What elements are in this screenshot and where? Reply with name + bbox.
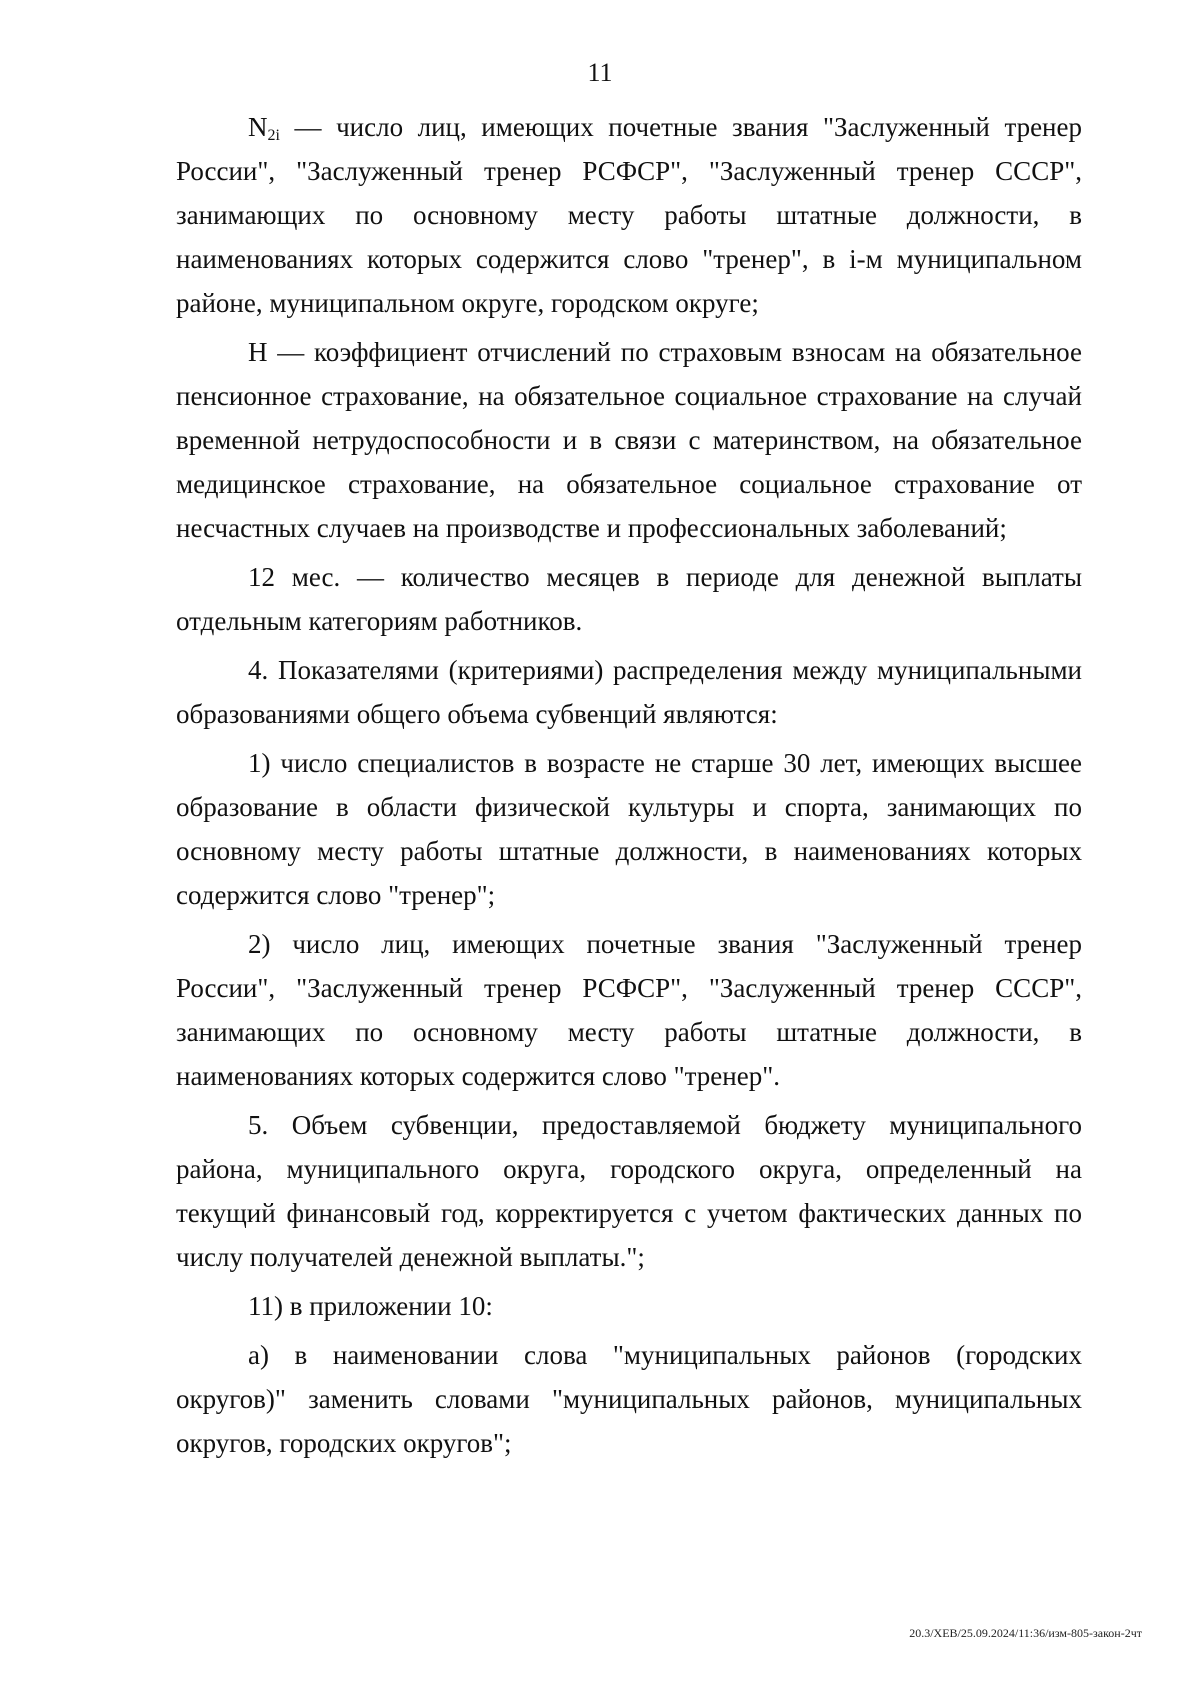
paragraph-n2i-definition <box>176 105 1082 325</box>
formula-symbol: N <box>248 112 268 142</box>
paragraph-h-definition: Н — коэффициент отчислений по страховым взносам на обязательное пенсионное страхование, на обязательное социальное страхование на случай временной нетрудоспособности и в связи с материнством, на обязательное медицинское страхование, на обязательное социальное страхование от несчастных случаев на производстве и профессиональных заболеваний; <box>176 337 1082 543</box>
paragraph-item-5: 5. Объем субвенции, предоставляемой бюджету муниципального района, муниципального округа, городского округа, определенный на текущий финансовый год, корректируется с учетом фактических данных по числу получателей денежной выплаты."; <box>176 1110 1082 1272</box>
formula-symbol-subscript: 2i <box>267 127 280 144</box>
paragraph-criterion-1: 1) число специалистов в возрасте не старше 30 лет, имеющих высшее образование в области физической культуры и спорта, занимающих по основному месту работы штатные должности, в наименованиях которых содержится слово "тренер"; <box>176 748 1082 910</box>
paragraph-item-4: 4. Показателями (критериями) распределения между муниципальными образованиями общего объема субвенций являются: <box>176 655 1082 729</box>
paragraph-months-definition: 12 мес. — количество месяцев в периоде для денежной выплаты отдельным категориям работников. <box>176 562 1082 636</box>
page-number: 11 <box>587 58 613 87</box>
paragraph-text: — число лиц, имеющих почетные звания "Заслуженный тренер России", "Заслуженный тренер РСФСР", "Заслуженный тренер СССР", занимающих по основному месту работы штатные должности, в наименованиях которых содержится слово "тренер", в i-м муниципальном районе, муниципальном округе, городском округе; <box>176 112 1082 318</box>
paragraph-criterion-2: 2) число лиц, имеющих почетные звания "Заслуженный тренер России", "Заслуженный тренер РСФСР", "Заслуженный тренер СССР", занимающих по основному месту работы штатные должности, в наименованиях которых содержится слово "тренер". <box>176 929 1082 1091</box>
document-footer-code: 20.3/ХЕВ/25.09.2024/11:36/изм-805-закон-2чт <box>909 1626 1142 1640</box>
document-body <box>176 105 1082 1470</box>
paragraph-item-11: 11) в приложении 10: <box>248 1291 493 1321</box>
paragraph-subitem-a: а) в наименовании слова "муниципальных районов (городских округов)" заменить словами "муниципальных районов, муниципальных округов, городских округов"; <box>176 1340 1082 1458</box>
